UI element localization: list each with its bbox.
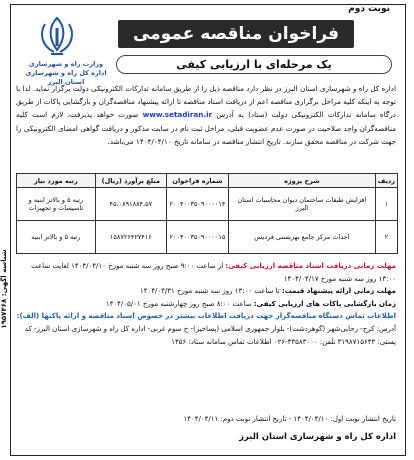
contact-address: آدرس: کرج- رجایی‌شهر (گوهردشت)- بلوار جمهوری اسلامی (پساخیز)- خ سوم غربی- اداره کل راه و شهرسازی استان البرز- کد پستی: ۳۱۹۸۷۱۵۶۴۴ تلفن: ۳۳۵۸۳۰۰۰-۰۲۶ اطلاعات تماس سامانه ستاد: ۱۴۵۶ — [24, 324, 396, 346]
page-subtitle: یک مرحله‌ای با ارزیابی کیفی — [116, 55, 392, 74]
document-deadline — [16, 260, 396, 285]
submit-text: تا ساعت ۱۳:۰۰ روز سه شنبه مورخ ۱۴۰۴/۰۴/۳۱ — [139, 287, 280, 296]
signature: اداره کل راه و شهرسازی استان البرز — [239, 432, 396, 442]
table-row — [17, 221, 398, 254]
notice-details — [16, 260, 396, 348]
opening-label: زمان بازگشایی پاکات های ارزیابی کیفی: — [253, 299, 396, 308]
table-cell: ۲۰۰۴۰۰۳۵۰۹۰۰۰۰۱۴ — [167, 188, 229, 221]
table-row — [17, 188, 398, 221]
column-header: رتبه مورد نیاز — [17, 174, 96, 188]
opening-text: ساعت ۸:۰۰ صبح روز چهارشنبه مورخ ۱۴۰۴/۰۵/۰۱ — [105, 299, 252, 308]
directorate-line: اداره کل راه و شهرسازی استان البرز — [25, 69, 107, 86]
table-cell: افزایش طبقات ساختمان دیوان محاسبات استان البرز — [228, 188, 375, 221]
column-header: مبلغ برآورد (ریال) — [95, 174, 166, 188]
submission-deadline — [16, 285, 396, 298]
table-cell: ۲ — [375, 221, 397, 254]
column-header: شماره فراخوان — [167, 174, 229, 188]
page-title: فراخوان مناقصه عمومی — [118, 20, 354, 48]
round-tab: نوبت دوم — [348, 4, 390, 14]
intro-text-1: اداره کل راه و شهرسازی استان البرز در نظر دارد مناقصه ذیل را از طریق سامانه تدارکات الکترونیکی دولت برگزار نماید. لذا با توجه به اینکه کلیه مراحل برگزاری مناقصه اعم از دریافت اسناد مناقصه تا ارائه پیشنهاد مناقصه‌گران و بازگشایی پاکات از طریق درگاه سامانه تدارکات الکترونیکی دولت (ستاد) به آدرس — [16, 84, 396, 120]
table-cell: ۲۰۰۴۰۰۳۵۰۹۰۰۰۰۱۵ — [167, 221, 229, 254]
table-cell: ۱ — [375, 188, 397, 221]
notice-id: شناسه آگهی: ۱۹۵۷۴۶۸ — [0, 249, 8, 329]
intro-text-2: صورت خواهد پذیرفت، لازم است کلیه مناقصه‌گران واجد صلاحیت در صورت عدم عضویت قبلی، مراحل ثبت نام در سایت مذکور و دریافت گواهی امضای الکترونیکی را جهت شرکت در مناقصه محقق سازند. تاریخ انتشار مناقصه در سامانه تاریخ ۱۴۰۴/۰۴/۱۰ می‌باشد. — [16, 110, 396, 146]
table-cell: احداث مرکز جامع بهزیستی فردیس — [228, 221, 375, 254]
publication-dates: تاریخ انتشار نوبت اول: ۱۴۰۴/۰۴/۱۰ - تاریخ انتشار نوبت دوم: ۱۴۰۴/۰۴/۱۱ — [183, 415, 396, 423]
column-header: شرح پروژه — [228, 174, 375, 188]
table-header-row — [17, 174, 398, 188]
ministry-line: وزارت راه و شهرسازی — [28, 60, 104, 68]
table-cell: رتبه ۵ و بالاتر ابنیه و تاسیسات و تجهیزات — [17, 188, 96, 221]
intro-paragraph — [16, 82, 396, 148]
contact-label: اطلاعات تماس دستگاه مناقصه‌گزار جهت دریافت اطلاعات بیشتر در خصوص اسناد مناقصه و ارائه پاکتها (الف): — [16, 312, 396, 321]
setad-link[interactable]: www.setadiran.ir — [142, 110, 213, 120]
table-cell: ۱۵۸۷۲۶۴۲۷۴۱۶ — [95, 221, 166, 254]
column-header: ردیف — [375, 174, 397, 188]
table-cell: رتبه ۵ و بالاتر ابنیه — [17, 221, 96, 254]
deadline-label: مهلت زمانی دریافت اسناد مناقصه ارزیابی کیفی: — [225, 262, 396, 270]
tender-table — [16, 173, 398, 254]
deadline-text: از ساعت ۹:۰۰ صبح روز سه شنبه مورخ ۱۴۰۴/۰۴/۱۰ لغایت ساعت ۱۳:۰۰ روز سه شنبه مورخ ۱۴۰۴/۰۴/۱۷ — [31, 262, 396, 283]
emblem-icon — [34, 14, 80, 58]
table-cell: ۴۵،۰۸۹۱۸۸۴،۵۷ — [95, 188, 166, 221]
opening-time — [16, 298, 396, 311]
side-code — [0, 190, 9, 390]
submit-label: مهلت زمانی ارائه پیشنهاد قیمت: — [281, 287, 396, 296]
